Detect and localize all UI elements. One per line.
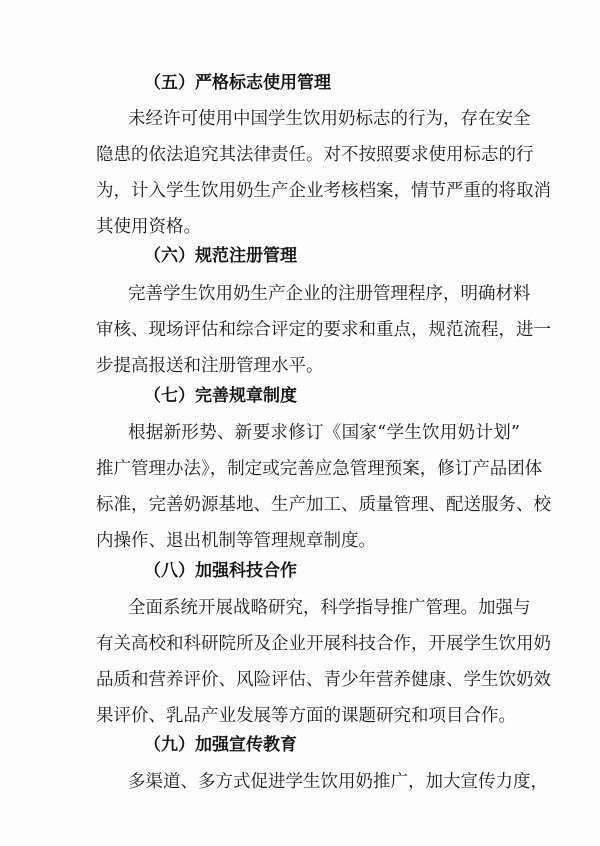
section-7-line-1: 根据新形势、新要求修订《国家“学生饮用奶计划” (128, 423, 520, 443)
section-5-heading: （五）严格标志使用管理 (144, 73, 331, 93)
section-5-line-3: 为，计入学生饮用奶生产企业考核档案，情节严重的将取消 (96, 181, 551, 201)
section-8-line-2: 有关高校和科研院所及企业开展科技合作，开展学生饮用奶 (96, 634, 551, 654)
section-8-line-3: 品质和营养评价、风险评估、青少年营养健康、学生饮奶效 (96, 670, 551, 690)
section-8-line-4: 果评价、乳品产业发展等方面的课题研究和项目合作。 (96, 706, 516, 726)
section-9-line-1: 多渠道、多方式促进学生饮用奶推广，加大宣传力度， (128, 772, 548, 792)
section-6-line-3: 步提高报送和注册管理水平。 (96, 356, 324, 376)
section-7-line-3: 标准，完善奶源基地、生产加工、质量管理、配送服务、校 (96, 495, 551, 515)
section-7-line-4: 内操作、退出机制等管理规章制度。 (96, 531, 376, 551)
section-5-line-2: 隐患的依法追究其法律责任。对不按照要求使用标志的行 (96, 145, 534, 165)
section-7-heading: （七）完善规章制度 (144, 386, 297, 406)
section-6-line-2: 审核、现场评估和综合评定的要求和重点，规范流程，进一 (96, 320, 551, 340)
section-5-line-1: 未经许可使用中国学生饮用奶标志的行为，存在安全 (128, 109, 531, 129)
section-6-line-1: 完善学生饮用奶生产企业的注册管理程序，明确材料 (128, 284, 531, 304)
section-7-line-2: 推广管理办法》，制定或完善应急管理预案，修订产品团体 (96, 459, 543, 479)
section-5-line-4: 其使用资格。 (96, 217, 201, 237)
section-9-heading: （九）加强宣传教育 (144, 735, 297, 755)
section-8-heading: （八）加强科技合作 (144, 561, 297, 581)
section-8-line-1: 全面系统开展战略研究，科学指导推广管理。加强与 (128, 598, 531, 618)
section-6-heading: （六）规范注册管理 (144, 246, 297, 266)
